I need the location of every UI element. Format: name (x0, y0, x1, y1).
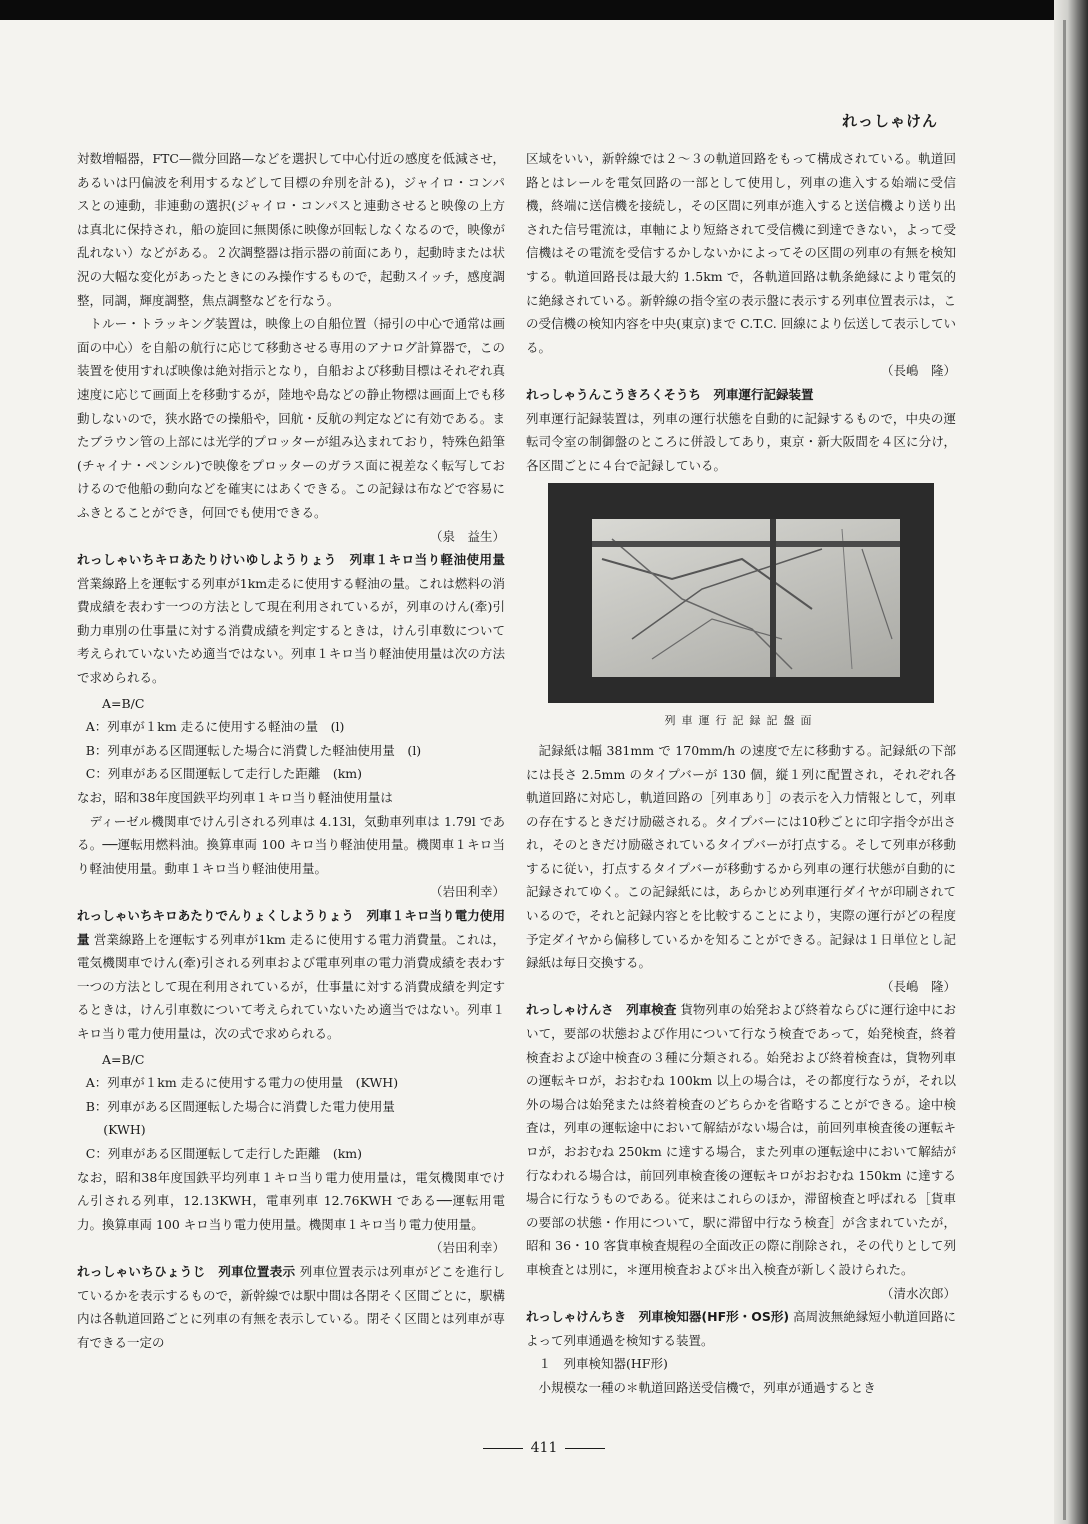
note: なお，昭和38年度国鉄平均列車１キロ当り軽油使用量は (77, 790, 393, 806)
entry-heading: れっしゃいちひょうじ 列車位置表示 (77, 1263, 296, 1279)
definition-b-unit: (KWH) (103, 1122, 146, 1138)
entry-train-power-use (77, 904, 505, 1046)
entry-body: 高周波無絶縁短小軌道回路によって列車通過を検知する装置。 (526, 1309, 956, 1348)
folio-dash (483, 1448, 523, 1449)
entry-heading: れっしゃけんさ 列車検査 (526, 1002, 677, 1018)
author-credit: （岩田利幸） (429, 884, 505, 900)
note: なお，昭和38年度国鉄平均列車１キロ当り電力使用量は，電気機関車でけん引される列車，12.13KWH，電車列車 12.76KWH である──運転用電力。換算車両 100 キロ当り電力使用量。機関車１キロ当り電力使用量。 （岩田利幸） (77, 1166, 505, 1260)
author-credit: （長嶋 隆） (880, 978, 956, 994)
entry-heading: れっしゃいちキロあたりでんりょくしようりょう 列車１キロ当り電力使用量 (77, 908, 505, 947)
formula: A=B/C (102, 695, 145, 711)
author-credit: （長嶋 隆） (880, 363, 956, 379)
left-column (77, 147, 505, 1354)
definition-a: A：列車が１km 走るに使用する軽油の量 (l) (85, 719, 345, 735)
entry-body: 貨物列車の始発および終着ならびに運行途中において，要部の状態および作用について行なう検査であって，始発検査，終着検査および途中検査の３種に分類される。始発および終着検査は，貨物列車の運転キロが，おおむね 100km 以上の場合は，その都度行なうが，それ以外の場合は始発または終着検査のどちらかを省略することができる。途中検査は，列車の運転途中において解結がない場合は，前回列車検査後の運転キロが，おおむね 250km に達する場合，また列車の運転途中において解結が行なわれる場合は，前回列車検査後の運転キロがおおむね 150km に達する場合に行なうものである。従来はこれらのほか，滞留検査と呼ばれる［貨車の要部の状態・作用について，駅に滞留中行なう検査］が含まれていたが，昭和 36・10 客貨車検査規程の全面改正の際に削除され，その代りとして列車検査とは別に，＊運用検査および＊出入検査が新しく設けられた。 (526, 1002, 956, 1277)
scan-border-top (0, 0, 1088, 20)
entry-train-inspection (526, 998, 956, 1305)
paragraph: 記録紙は幅 381mm で 170mm/h の速度で左に移動する。記録紙の下部には長さ 2.5mm のタイプバーが 130 個，縦１列に配置され，それぞれ各軌道回路に対応し，軌道回路の［列車あり］の表示を入力情報として，列車の存在するときだけ励磁される。タイプバーには10秒ごとに印字指令が出され，そのときだけ励磁されているタイプバーが打点する。そして列車が移動するに従い，打点するタイプバーが移動するから列車の運行状態が自動的に記録されてゆく。この記録紙には，あらかじめ列車運行ダイヤが印刷されているので，それと記録内容とを比較することにより，実際の運行がどの程度予定ダイヤから偏移しているかを知ることができる。記録は１日単位とし記録紙は毎日交換する。 （長嶋 隆） (526, 739, 956, 999)
subheading: １ 列車検知器(HF形) (538, 1356, 668, 1372)
entry-train-operation-recorder (526, 383, 956, 477)
scan-edge-line (1063, 20, 1066, 1520)
definition-a: A：列車が１km 走るに使用する電力の使用量 (KWH) (85, 1075, 399, 1091)
entry-body: 営業線路上を運転する列車が1km 走るに使用する電力消費量。これは，電気機関車でけん(牽)引される列車および電車列車の電力消費成績を表わす一つの方法として現在利用されているが，仕事量に対する消費成績を判定するときは，けん引車数について考えられていないため適当ではない。列車１キロ当り電力使用量は，次の式で求められる。 (77, 931, 505, 1041)
entry-body: 列車位置表示は列車がどこを進行しているかを表示するもので，新幹線では駅中間は各閉そく区間ごとに，駅構内は各軌道回路ごとに列車の有無を表示している。閉そく区間とは列車が専有できる一定の (77, 1263, 505, 1350)
entry-body: 列車運行記録装置は，列車の運行状態を自動的に記録するもので，中央の運転司令室の制御盤のところに併設してあり，東京・新大阪間を４区に分け，各区間ごとに４台で記録している。 (526, 410, 956, 473)
entry-heading: れっしゃけんちき 列車検知器(HF形・OS形) (526, 1309, 790, 1325)
paragraph: 小規模な一種の＊軌道回路送受信機で，列車が通過するとき (538, 1379, 876, 1395)
author-credit: （岩田利幸） (429, 1240, 505, 1256)
frame-bar (592, 541, 900, 547)
recorder-photo (548, 483, 934, 703)
author-credit: （泉 益生） (429, 528, 505, 544)
definition-b: B：列車がある区間運転した場合に消費した電力使用量 (85, 1098, 395, 1114)
entry-body: 営業線路上を運転する列車が1km走るに使用する軽油の量。これは燃料の消費成績を表わす一つの方法として現在利用されているが，列車のけん(牽)引動力車別の仕事量に対する消費成績を判定するときは，けん引車数について考えられていないため適当ではない。列車１キロ当り軽油使用量は次の方法で求められる。 (77, 575, 505, 686)
definition-c: C：列車がある区間運転して走行した距離 (km) (85, 1145, 362, 1161)
entry-train-diesel-use (77, 548, 505, 690)
paragraph: トルー・トラッキング装置は，映像上の自船位置（掃引の中心で通常は画面の中心）を自船の航行に応じて移動させる専用のアナログ計算器で，この装置を使用すれば映像は絶対指示となり，自船および移動目標はそれぞれ真速度に応じて画面上を移動するが，陸地や島などの静止物標は画面上でも移動しないので，狭水路での操船や，回航・反航の判定などに有効である。またブラウン管の上部には光学的プロッターが組み込まれており，特殊色鉛筆(チャイナ・ペンシル)で映像をプロッターのガラス面に視差なく転写しておけるので他船の動向などを確実にはあくできる。この記録は布などで容易にふきとることができ，何回でも使用できる。 （泉 益生） (77, 312, 505, 548)
photo-caption: 列車運行記録記盤面 (664, 714, 818, 728)
right-column (526, 147, 956, 1400)
folio-dash (565, 1448, 605, 1449)
paragraph: 区域をいい，新幹線では２～３の軌道回路をもって構成されている。軌道回路とはレールを電気回路の一部として使用し，列車の進入する始端に受信機，終端に送信機を接続し，その区間に列車が進入すると送信機より送り出された信号電流は，車軸により短絡されて受信機に到達できない，よって受信機はその電流を受信するかしないかによってその区間の列車の有無を検知する。軌道回路長は最大約 1.5km で，各軌道回路は軌条絶縁により電気的に絶縁されている。新幹線の指令室の表示盤に表示する列車位置表示は，この受信機の検知内容を中央(東京)まで C.T.C. 回線により伝送して表示している。 （長嶋 隆） (526, 147, 956, 383)
entry-heading: れっしゃいちキロあたりけいゆしようりょう 列車１キロ当り軽油使用量 (77, 552, 505, 568)
entry-heading: れっしゃうんこうきろくそうち 列車運行記録装置 (526, 386, 814, 402)
definition-c: C：列車がある区間運転して走行した距離 (km) (85, 766, 362, 782)
note: ディーゼル機関車でけん引される列車は 4.13l，気動車列車は 1.79l である。──運転用燃料油。換算車両 100 キロ当り軽油使用量。機関車１キロ当り軽油使用量。動車１キロ当り軽油使用量。 （岩田利幸） (77, 810, 505, 904)
author-credit: （清水次郎） (880, 1285, 956, 1301)
scan-border-right (1054, 0, 1088, 1524)
definition-b: B：列車がある区間運転した場合に消費した軽油使用量 (l) (85, 742, 422, 758)
frame-divider (770, 519, 776, 677)
running-head: れっしゃけん (842, 112, 939, 130)
formula: A=B/C (102, 1051, 145, 1067)
entry-train-position-display (77, 1260, 505, 1354)
paragraph: 対数増幅器，FTC—微分回路—などを選択して中心付近の感度を低減させ，あるいは円偏波を利用するなどして目標の弁別を計る)，ジャイロ・コンパスとの連動，非連動の選択(ジャイロ・コンパスと連動させると映像の上方は真北に保持され，船の旋回に無関係に映像が回転しなくなるので，映像が乱れない）などがある。２次調整器は指示器の前面にあり，起動時または状況の大幅な変化があったときにのみ操作するもので，起動スイッチ，感度調整，同調，輝度調整，焦点調整などを行なう。 (77, 151, 505, 308)
entry-train-detector (526, 1305, 956, 1352)
page-number: 411 (0, 1440, 1088, 1456)
